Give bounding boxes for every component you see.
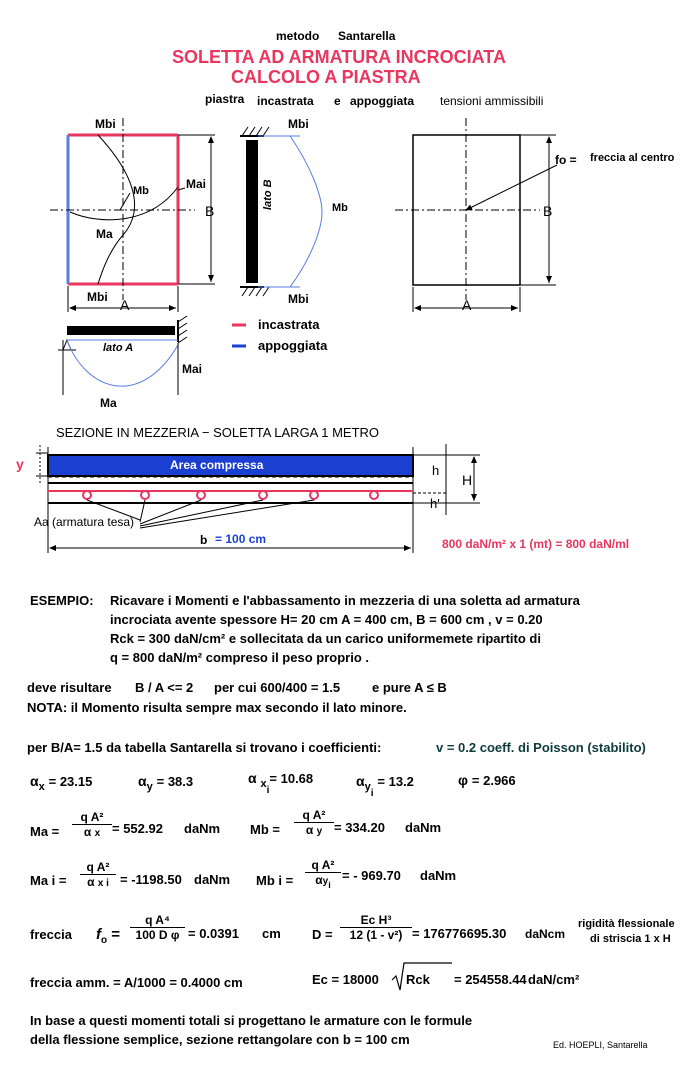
- label-y: y: [16, 456, 24, 472]
- alpha-y-value: = 38.3: [156, 774, 194, 789]
- label-b: b: [200, 533, 208, 547]
- mb-value: = 334.20: [334, 820, 385, 835]
- label-dim-a-2: A: [462, 297, 472, 313]
- label-dim-b-2: B: [543, 203, 553, 219]
- label-dim-a: A: [120, 297, 130, 313]
- fo-unit: cm: [262, 926, 281, 941]
- alpha-xi-value: = 10.68: [269, 771, 314, 786]
- alpha-y-sub: y: [146, 781, 153, 793]
- alpha-x-sub: x: [38, 781, 45, 793]
- plate-moments-diagram: [50, 118, 215, 312]
- mbi-value: = - 969.70: [342, 868, 401, 883]
- section-title: SEZIONE IN MEZZERIA − SOLETTA LARGA 1 METRO: [56, 425, 380, 440]
- coef-alpha-y: [138, 773, 194, 793]
- ma-denominator: α x: [72, 824, 112, 839]
- label-fo: fo =: [555, 153, 577, 167]
- label-lato-b: lato B: [262, 179, 274, 210]
- method-name: Santarella: [338, 29, 396, 43]
- fo-denominator: 100 D φ: [130, 927, 185, 942]
- mai-fraction: [80, 860, 116, 889]
- subtitle-tensioni: tensioni ammissibili: [440, 94, 544, 108]
- label-ma: Ma: [96, 227, 113, 241]
- footer-line-1: In base a questi momenti totali si progettano le armature con le formule: [30, 1013, 473, 1028]
- ma-unit: daNm: [184, 821, 221, 836]
- phi-symbol: φ: [458, 772, 469, 788]
- fo-symbol: $f_o$ =: [96, 926, 121, 946]
- example-line-2: incrociata avente spessore H= 20 cm A = 400 cm, B = 600 cm , v = 0.20: [110, 612, 543, 627]
- legend-appoggiata: appoggiata: [258, 338, 328, 353]
- coef-alpha-x: [30, 773, 93, 793]
- label-mbi-bottom: Mbi: [87, 290, 108, 304]
- ec-radicand: Rck: [406, 972, 430, 987]
- page-subtitle: CALCOLO A PIASTRA: [231, 67, 421, 87]
- ec-unit: daN/cm²: [528, 972, 580, 987]
- coef-alpha-xi: [248, 770, 314, 796]
- coef-phi: [458, 772, 516, 788]
- rigidita-label-2: di striscia 1 x H: [590, 933, 671, 945]
- mbi-unit: daNm: [420, 868, 457, 883]
- d-fraction: [340, 913, 412, 942]
- condition-2: per cui 600/400 = 1.5: [214, 680, 341, 695]
- condition-3: e pure A ≤ B: [372, 680, 447, 695]
- mb-lhs: Mb =: [250, 822, 280, 837]
- label-freccia-centro: freccia al centro: [590, 152, 675, 164]
- alpha-symbol: α: [138, 773, 147, 789]
- alpha-xi-sub: x: [260, 778, 267, 790]
- label-load: 800 daN/m² x 1 (mt) = 800 daN/ml: [442, 537, 630, 551]
- side-a-diagram: [58, 316, 187, 395]
- mbi-fraction: [305, 858, 341, 890]
- ma-numerator: q A²: [80, 810, 104, 824]
- label-H: H: [462, 472, 473, 488]
- phi-value: = 2.966: [471, 773, 516, 788]
- label-dim-b: B: [205, 203, 215, 219]
- label-h: h: [432, 463, 440, 478]
- mbi-numerator: q A²: [311, 858, 335, 872]
- d-value: = 176776695.30: [412, 926, 507, 941]
- mb-numerator: q A²: [302, 808, 326, 822]
- alpha-yi-sub: y: [364, 781, 371, 793]
- label-lato-a: lato A: [103, 342, 134, 354]
- footer-line-2: della flessione semplice, sezione rettangolare con b = 100 cm: [30, 1032, 410, 1047]
- label-mbi-top: Mbi: [95, 117, 116, 131]
- label-side-mbi-top: Mbi: [288, 117, 309, 131]
- mai-unit: daNm: [194, 872, 231, 887]
- mai-value: = -1198.50: [120, 872, 182, 887]
- example-line-4: q = 800 daN/m² compreso il peso proprio .: [110, 650, 369, 665]
- example-line-1: Ricavare i Momenti e l'abbassamento in mezzeria di una soletta ad armatura: [110, 593, 580, 608]
- plate-deflection-diagram: [395, 118, 557, 312]
- freccia-ammissibile: freccia amm. = A/1000 = 0.4000 cm: [30, 975, 243, 990]
- label-mb: Mb: [133, 185, 149, 197]
- d-denominator: 12 (1 - v²): [340, 927, 412, 942]
- label-armatura-tesa: Aa (armatura tesa): [34, 515, 135, 529]
- mai-denominator: α x i: [80, 874, 116, 889]
- mbi-denominator: $\alpha y_i$: [305, 872, 341, 887]
- example-label: ESEMPIO:: [30, 593, 94, 608]
- alpha-yi-sub2: i: [370, 788, 374, 799]
- alpha-symbol: α: [356, 773, 365, 789]
- subtitle-e: e: [334, 94, 341, 108]
- alpha-x-value: = 23.15: [48, 774, 93, 789]
- example-line-3: Rck = 300 daN/cm² e sollecitata da un carico uniformemete ripartito di: [110, 631, 541, 646]
- mb-fraction: [294, 808, 334, 837]
- d-lhs: D =: [312, 927, 333, 942]
- alpha-xi-sub2: i: [266, 785, 270, 796]
- label-side-ma: Ma: [100, 396, 117, 410]
- label-b-value: = 100 cm: [215, 532, 267, 546]
- method-prefix: metodo: [276, 29, 320, 43]
- condition-1: B / A <= 2: [135, 680, 194, 695]
- rigidita-label-1: rigidità flessionale: [578, 918, 675, 930]
- fo-numerator: q A⁴: [145, 913, 170, 927]
- d-numerator: Ec H³: [360, 913, 392, 927]
- alpha-symbol: α: [248, 770, 257, 786]
- freccia-label: freccia: [30, 927, 72, 942]
- ec-value: = 254558.44: [454, 972, 527, 987]
- label-h-prime: h': [430, 496, 440, 511]
- mb-denominator: α y: [294, 822, 334, 837]
- coef-alpha-yi: [356, 773, 414, 799]
- subtitle-incastrata: incastrata: [257, 94, 314, 108]
- label-side-mb: Mb: [332, 202, 348, 214]
- poisson-text: v = 0.2 coeff. di Poisson (stabilito): [436, 740, 646, 755]
- alpha-symbol: α: [30, 773, 39, 789]
- ec-lhs: Ec = 18000: [312, 972, 379, 987]
- ma-fraction: [72, 810, 112, 839]
- mai-lhs: Ma i =: [30, 873, 67, 888]
- legend-incastrata: incastrata: [258, 317, 320, 332]
- label-mai: Mai: [186, 177, 207, 191]
- d-unit: daNcm: [525, 927, 566, 941]
- mai-numerator: q A²: [86, 860, 110, 874]
- subtitle-appoggiata: appoggiata: [350, 94, 415, 108]
- fo-value: = 0.0391: [188, 926, 239, 941]
- deve-label: deve risultare: [27, 680, 112, 695]
- mbi-lhs: Mb i =: [256, 873, 294, 888]
- nota-text: NOTA: il Momento risulta sempre max secondo il lato minore.: [27, 700, 407, 715]
- ma-value: = 552.92: [112, 821, 163, 836]
- label-side-mai: Mai: [182, 362, 203, 376]
- label-side-mbi-bottom: Mbi: [288, 292, 309, 306]
- page-title: SOLETTA AD ARMATURA INCROCIATA: [172, 47, 506, 67]
- label-area-compressa: Area compressa: [170, 458, 264, 472]
- mb-unit: daNm: [405, 820, 442, 835]
- side-b-diagram: [240, 127, 322, 296]
- ma-lhs: Ma =: [30, 824, 60, 839]
- per-text: per B/A= 1.5 da tabella Santarella si trovano i coefficienti:: [27, 740, 382, 755]
- alpha-yi-value: = 13.2: [377, 774, 414, 789]
- fo-fraction: [130, 913, 185, 942]
- footer-credit: Ed. HOEPLI, Santarella: [553, 1040, 648, 1050]
- subtitle-piastra: piastra: [205, 92, 245, 106]
